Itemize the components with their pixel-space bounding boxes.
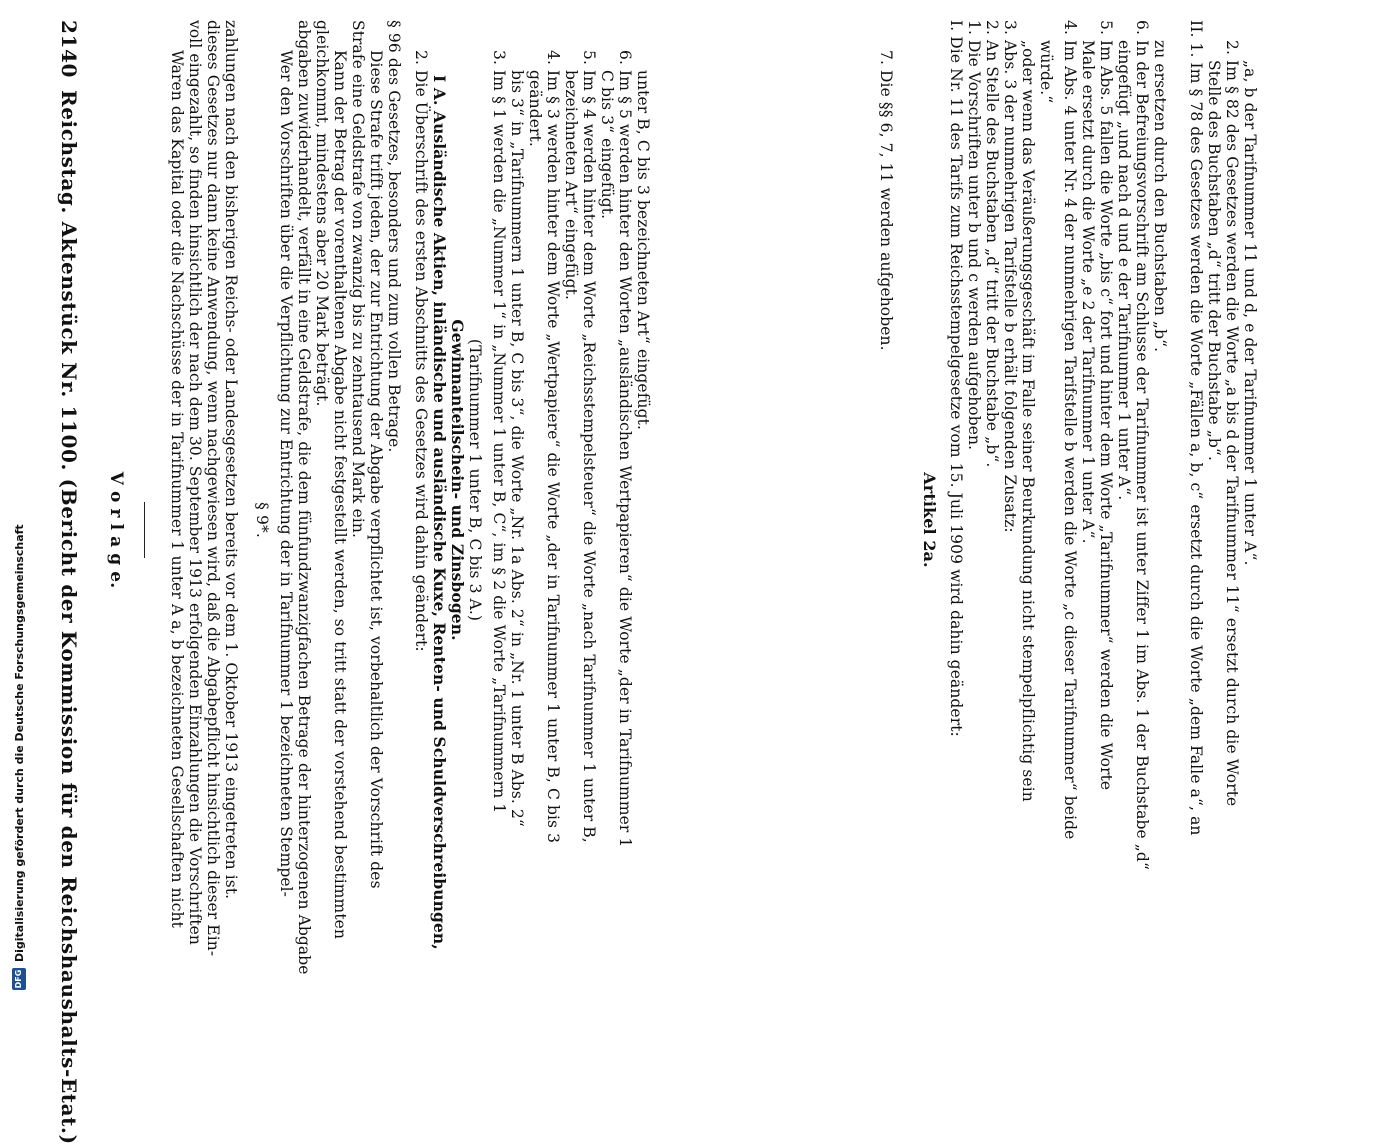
section-line: 6. In der Befreiungsvorschrift am Schlusse der Tarifnummer ist unter Ziffer 1 im Abs. 1 der Buchstabe „d“ [1133,20,1151,870]
item-line: bis 3“ in „Tarifnummern 1 unter B, C bis 3“, die Worte „Nr. 1a Abs. 2“ in „Nr. 1 unter B Abs. 2“ [508,70,526,827]
section-line: 4. Im Abs. 4 unter Nr. 4 der nunmehrigen Tarifstelle b werden die Worte „c dieser Tarifnummer“ beide [1061,20,1079,840]
item-line: 6. Im § 5 werden hinter den Worten „ausländischen Wertpapieren“ die Worte „der in Tarifnummer 1 [616,50,634,848]
item-line: C bis 3“ eingefügt. [598,70,616,220]
section-title: V o r l a g e. [106,471,126,589]
page-header-title: Reichstag. Aktenstück Nr. 1100. (Bericht der Kommission für den Reichshaushalts-Etat.) [57,90,81,1145]
item-line: Gewinnanteilschein- und Zinsbogen. [448,319,467,641]
section-line: „oder wenn das Veräußerungsgeschäft im Falle seiner Beurkundung nicht stempelpflichtig sein [1019,40,1037,802]
item-line: 2. Die Überschrift des ersten Abschnitts des Gesetzes wird dahin geändert: [412,50,430,652]
item-line: (Tarifnummer 1 unter B, C bis 3 A.) [466,338,484,622]
paragraph-line: gleichkommt, mindestens aber 20 Mark beträgt. [313,20,331,407]
section-line: II. 1. Im § 78 des Gesetzes werden die Worte „Fällen a, b, c“ ersetzt durch die Worte „dem Falle a“, an [1187,20,1205,836]
paragraph-line: abgaben zuwiderhandelt, verfällt in eine Geldstrafe, die dem fünfundzwanzigfachen Betrage der hinterzogenen Abgabe [295,20,313,975]
section-line: würde.“ [1037,40,1055,104]
section-line: Stelle des Buchstaben „d“ tritt der Buchstabe „b“. [1205,60,1223,461]
section-line: 5. Im Abs. 5 fallen die Worte „bis c“ fort und hinter dem Worte „Tarifnummer“ werden die Worte [1097,20,1115,791]
item-line: bezeichneten Art“ eingefügt. [562,70,580,301]
section-line: „a, b der Tarifnummer 11 und d, e der Tarifnummer 1 unter A“. [1241,60,1259,566]
paragraph-line: Diese Strafe trifft jeden, der zur Entrichtung der Abgabe verpflichtet ist, vorbehaltlich der Vorschrift des [367,50,385,889]
intro-line: dieses Gesetzes nur dann keine Anwendung, wenn nachgewiesen wird, daß die Abgabepflicht hinsichtlich dieser Ein- [204,20,222,957]
section-line: 3. Abs. 3 der nunmehrigen Tarifstelle b erhält folgenden Zusatz: [1001,20,1019,533]
item-line: I A. Ausländische Aktien, inländische und ausländische Kuxe, Renten- und Schuldverschreibungen, [430,75,449,950]
footer-text: Digitalisierung gefördert durch die Deutsche Forschungsgemeinschaft [12,524,26,962]
digitization-footer [12,524,26,990]
item-line: unter B, C bis 3 bezeichneten Art“ eingefügt. [634,70,652,430]
dfg-logo: DFG [12,968,26,990]
paragraph-heading: § 9*. [253,502,271,538]
paragraph-line: Strafe eine Geldstrafe von zwanzig bis zu zehntausend Mark ein. [349,20,367,539]
item-line: 3. Im § 1 werden die „Nummer 1“ in „Nummer 1 unter B, C“, im § 2 die Worte „Tarifnummern 1 [490,50,508,814]
item-line: 4. Im § 3 werden hinter dem Worte „Wertpapiere“ die Worte „der in Tarifnummer 1 unter B, C bis 3 [544,50,562,844]
article-title: Artikel 2a. [920,472,939,568]
intro-line: zahlungen nach den bisherigen Reichs- oder Landesgesetzen bereits vor dem 1. Oktober 1913 eingetreten ist. [222,20,240,900]
item-line: 7. Die §§ 6, 7, 11 werden aufgehoben. [877,50,895,351]
paragraph-line: § 96 des Gesetzes, besonders und zum vollen Betrage. [385,20,403,453]
intro-line: voll eingezahlt, so finden hinsichtlich der nach dem 30. September 1913 erfolgenden Einzahlungen die Vorschriften [186,20,204,946]
section-line: 1. Die Vorschriften unter b und c werden aufgehoben. [965,20,983,451]
title-rule [144,502,145,558]
paragraph-line: Kann der Betrag der vorenthaltenen Abgabe nicht festgestellt werden, so tritt statt der vorstehend bestimmten [331,50,349,940]
section-line: Male ersetzt durch die Worte „e 2 der Tarifnummer 1 unter A“. [1079,40,1097,544]
section-line: 2. An Stelle des Buchstaben „d“ tritt der Buchstabe „b“. [983,20,1001,468]
section-line: zu ersetzen durch den Buchstaben „b“. [1151,40,1169,353]
intro-line: Waren das Kapital oder die Nachschüsse der in Tarifnummer 1 unter A a, b bezeichneten Gesellschaften nicht [168,50,186,928]
paragraph-line: Wer den Vorschriften über die Verpflichtung zur Entrichtung der in Tarifnummer 1 bezeichneten Stempel- [277,50,295,898]
page-number: 2140 [57,20,81,79]
section-line: I. Die Nr. 11 des Tarifs zum Reichsstempelgesetze vom 15. Juli 1909 wird dahin geändert: [947,20,965,737]
item-line: 5. Im § 4 werden hinter dem Worte „Reichsstempelsteuer“ die Worte „nach Tarifnummer 1 unter B, [580,50,598,843]
section-line: eingefügt „und nach d und e der Tarifnummer 1 unter A“. [1115,40,1133,501]
item-line: geändert. [526,70,544,147]
section-line: 2. Im § 82 des Gesetzes werden die Worte „a bis d der Tarifnummer 11“ ersetzt durch die Worte [1223,40,1241,807]
